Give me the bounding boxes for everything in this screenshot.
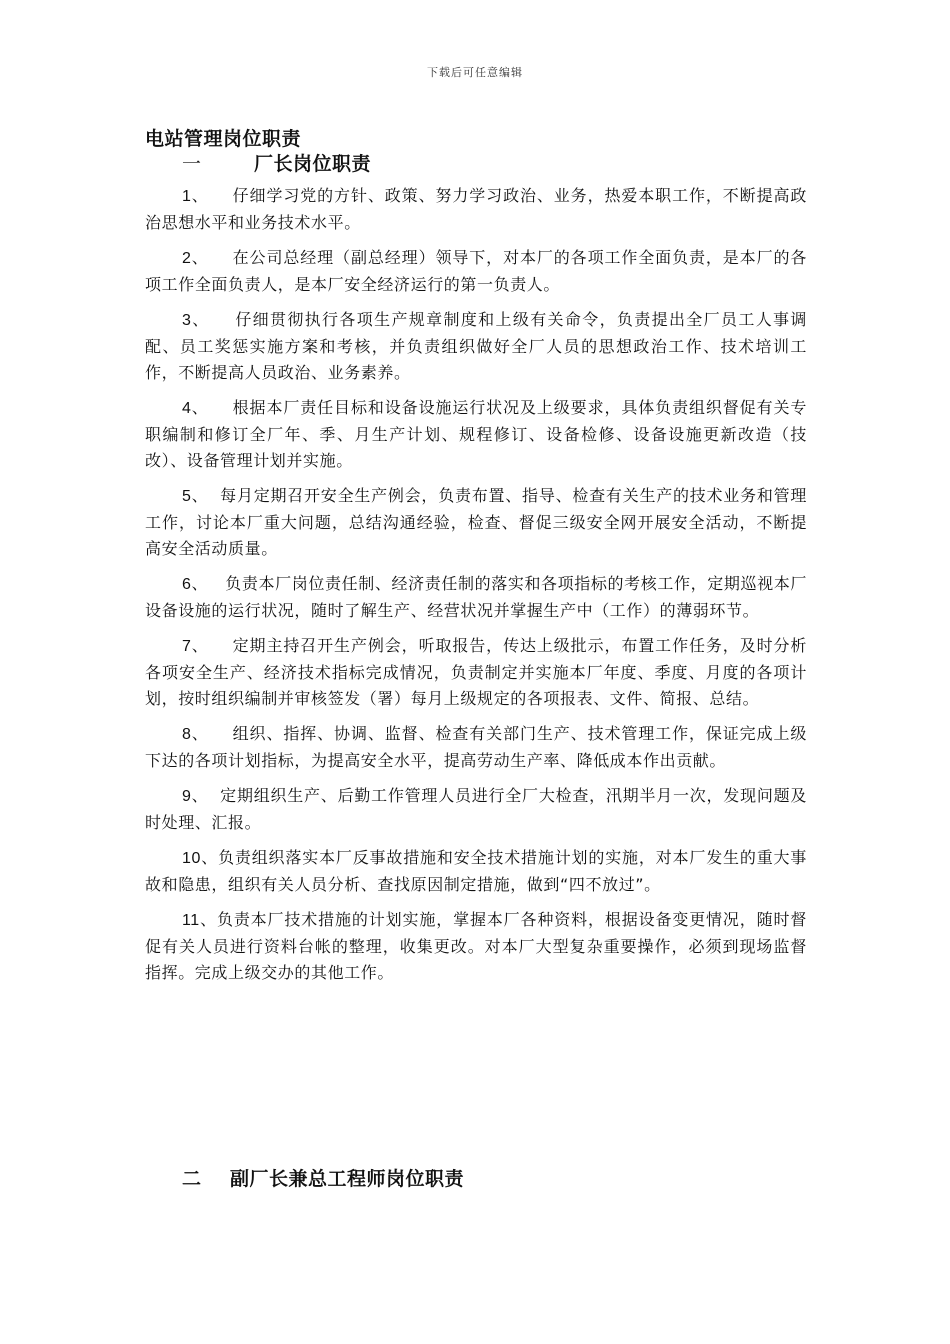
duty-list [145,183,807,995]
list-item [145,307,807,386]
item-text: 负责本厂岗位责任制、经济责任制的落实和各项指标的考核工作，定期巡视本厂设备设施的运行状况，随时了解生产、经营状况并掌握生产中（工作）的薄弱环节。 [145,574,807,620]
item-text: 组织、指挥、协调、监督、检查有关部门生产、技术管理工作，保证完成上级下达的各项计划指标，为提高安全水平，提高劳动生产率、降低成本作出贡献。 [145,724,807,770]
item-number: 7、 [182,638,209,655]
item-number: 5、 [182,488,209,505]
section-title: 副厂长兼总工程师岗位职责 [230,1168,465,1190]
list-item [145,395,807,474]
item-text: 定期主持召开生产例会，听取报告，传达上级批示，布置工作任务，及时分析各项安全生产、经济技术指标完成情况，负责制定并实施本厂年度、季度、月度的各项计划，按时组织编制并审核签发（署）每月上级规定的各项报表、文件、简报、总结。 [145,636,807,708]
list-item [145,483,807,562]
list-item [145,633,807,712]
list-item [145,783,807,836]
item-number: 1、 [182,188,209,205]
section-heading-2 [182,1164,464,1191]
item-number: 2、 [182,250,209,267]
list-item [145,721,807,774]
item-text: 仔细学习党的方针、政策、努力学习政治、业务，热爱本职工作，不断提高政治思想水平和业务技术水平。 [145,186,807,232]
item-text: 负责本厂技术措施的计划实施，掌握本厂各种资料，根据设备变更情况，随时督促有关人员进行资料台帐的整理，收集更改。对本厂大型复杂重要操作，必须到现场监督指挥。完成上级交办的其他工作。 [145,910,807,982]
list-item [145,183,807,236]
item-text: 每月定期召开安全生产例会，负责布置、指导、检查有关生产的技术业务和管理工作，讨论本厂重大问题，总结沟通经验，检查、督促三级安全网开展安全活动，不断提高安全活动质量。 [145,486,807,558]
section-number: 一 [182,153,202,175]
item-text: 仔细贯彻执行各项生产规章制度和上级有关命令，负责提出全厂员工人事调配、员工奖惩实施方案和考核，并负责组织做好全厂人员的思想政治工作、技术培训工作，不断提高人员政治、业务素养。 [145,310,807,382]
item-text: 定期组织生产、后勤工作管理人员进行全厂大检查，汛期半月一次，发现问题及时处理、汇报。 [145,786,807,832]
item-text: 负责组织落实本厂反事故措施和安全技术措施计划的实施，对本厂发生的重大事故和隐患，组织有关人员分析、查找原因制定措施，做到“四不放过”。 [145,848,807,894]
list-item [145,845,807,898]
item-text: 根据本厂责任目标和设备设施运行状况及上级要求，具体负责组织督促有关专职编制和修订全厂年、季、月生产计划、规程修订、设备检修、设备设施更新改造（技改）、设备管理计划并实施。 [145,398,807,470]
item-text: 在公司总经理（副总经理）领导下，对本厂的各项工作全面负责，是本厂的各项工作全面负责人，是本厂安全经济运行的第一负责人。 [145,248,807,294]
item-number: 10、 [182,850,219,867]
section-heading-1 [182,149,371,176]
page-header: 下载后可任意编辑 [427,66,523,79]
list-item [145,571,807,624]
item-number: 4、 [182,400,209,417]
document-title: 电站管理岗位职责 [145,128,302,150]
item-number: 8、 [182,726,209,743]
item-number: 3、 [182,312,210,329]
list-item [145,907,807,986]
section-number: 二 [182,1168,202,1190]
section-title: 厂长岗位职责 [254,153,372,175]
item-number: 11、 [182,912,217,929]
item-number: 9、 [182,788,209,805]
list-item [145,245,807,298]
item-number: 6、 [182,576,209,593]
